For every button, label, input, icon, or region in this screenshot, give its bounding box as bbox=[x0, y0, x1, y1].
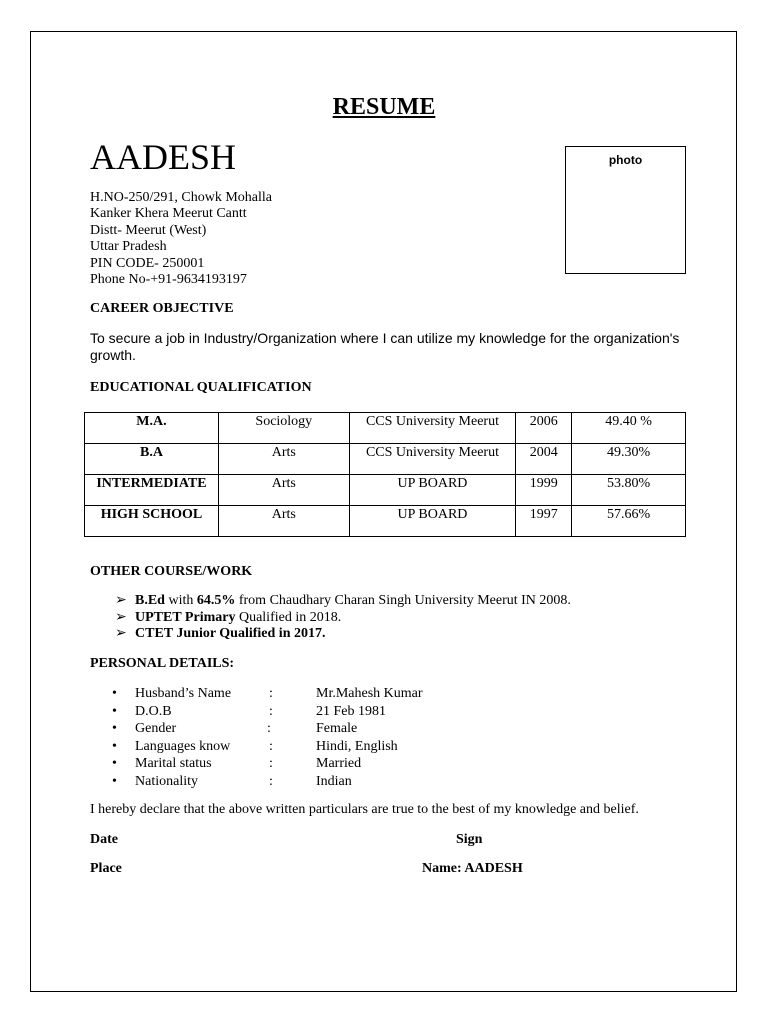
board-cell: CCS University Meerut bbox=[349, 413, 516, 444]
bullet-icon: • bbox=[112, 738, 117, 754]
table-row bbox=[85, 475, 686, 506]
list-item bbox=[115, 593, 571, 610]
list-item bbox=[115, 626, 571, 643]
percent-cell: 49.40 % bbox=[572, 413, 686, 444]
education-table bbox=[84, 412, 686, 537]
percent-cell: 49.30% bbox=[572, 444, 686, 475]
detail-value: Married bbox=[316, 756, 362, 772]
subject-cell: Arts bbox=[218, 444, 349, 475]
address-line: Kanker Khera Meerut Cantt bbox=[90, 206, 247, 222]
detail-label: Gender bbox=[135, 721, 177, 737]
detail-colon: : bbox=[269, 738, 273, 754]
course-name: B.Ed bbox=[135, 593, 165, 608]
address-block bbox=[90, 190, 272, 288]
place-label: Place bbox=[90, 861, 122, 876]
detail-label: D.O.B bbox=[135, 703, 172, 719]
declaration-text: I hereby declare that the above written particulars are true to the best of my knowledge and belief. bbox=[90, 802, 639, 817]
address-line: H.NO-250/291, Chowk Mohalla bbox=[90, 190, 272, 205]
detail-colon: : bbox=[269, 773, 273, 789]
address-line: Uttar Pradesh bbox=[90, 239, 167, 255]
percent-cell: 57.66% bbox=[572, 506, 686, 537]
subject-cell: Sociology bbox=[218, 413, 349, 444]
degree-cell: B.A bbox=[85, 444, 219, 475]
course-name: CTET Junior Qualified in 2017. bbox=[135, 626, 326, 641]
board-cell: UP BOARD bbox=[349, 506, 516, 537]
percent-cell: 53.80% bbox=[572, 475, 686, 506]
table-row bbox=[85, 413, 686, 444]
bullet-icon: • bbox=[112, 756, 117, 772]
address-line: PIN CODE- 250001 bbox=[90, 255, 205, 271]
photo-label: photo bbox=[608, 153, 643, 167]
course-text: with bbox=[164, 593, 197, 608]
arrow-bullet-icon: ➢ bbox=[115, 593, 127, 608]
detail-colon: : bbox=[269, 703, 273, 719]
photo-box bbox=[565, 146, 686, 274]
education-heading: EDUCATIONAL QUALIFICATION bbox=[90, 380, 312, 395]
arrow-bullet-icon: ➢ bbox=[115, 626, 127, 641]
degree-cell: HIGH SCHOOL bbox=[85, 506, 219, 537]
detail-colon: : bbox=[267, 721, 271, 737]
bullet-icon: • bbox=[112, 721, 117, 737]
detail-value: Female bbox=[316, 721, 358, 737]
degree-cell: M.A. bbox=[85, 413, 219, 444]
subject-cell: Arts bbox=[218, 506, 349, 537]
other-course-heading: OTHER COURSE/WORK bbox=[90, 564, 253, 579]
bullet-icon: • bbox=[112, 703, 117, 719]
table-row bbox=[85, 506, 686, 537]
signature-name: Name: AADESH bbox=[422, 861, 523, 876]
degree-cell: INTERMEDIATE bbox=[85, 475, 219, 506]
subject-cell: Arts bbox=[218, 475, 349, 506]
detail-label: Marital status bbox=[135, 756, 212, 772]
detail-value: Mr.Mahesh Kumar bbox=[316, 686, 423, 701]
career-objective-heading: CAREER OBJECTIVE bbox=[90, 301, 234, 316]
detail-value: Indian bbox=[316, 773, 352, 789]
detail-value: 21 Feb 1981 bbox=[316, 703, 386, 719]
year-cell: 1997 bbox=[516, 506, 572, 537]
course-name: UPTET Primary bbox=[135, 609, 236, 625]
sign-label: Sign bbox=[456, 832, 483, 847]
list-item bbox=[115, 610, 571, 627]
course-text: Qualified in 2018. bbox=[235, 609, 342, 625]
year-cell: 2004 bbox=[516, 444, 572, 475]
board-cell: UP BOARD bbox=[349, 475, 516, 506]
arrow-bullet-icon: ➢ bbox=[115, 609, 127, 625]
bullet-icon: • bbox=[112, 686, 117, 701]
career-objective-text: To secure a job in Industry/Organization where I can utilize my knowledge for the organization's growth. bbox=[90, 330, 680, 363]
candidate-name: AADESH bbox=[90, 137, 237, 177]
other-course-list bbox=[115, 593, 571, 643]
table-row bbox=[85, 444, 686, 475]
resume-title: RESUME bbox=[332, 94, 436, 120]
detail-colon: : bbox=[269, 686, 273, 701]
course-text: from Chaudhary Charan Singh University Meerut IN 2008. bbox=[235, 593, 571, 608]
detail-label: Nationality bbox=[135, 773, 198, 789]
date-label: Date bbox=[90, 832, 118, 847]
course-score: 64.5% bbox=[196, 593, 236, 608]
phone-line: Phone No-+91-9634193197 bbox=[90, 272, 247, 288]
bullet-icon: • bbox=[112, 773, 117, 789]
personal-details-heading: PERSONAL DETAILS: bbox=[90, 656, 235, 671]
detail-value: Hindi, English bbox=[316, 738, 398, 754]
board-cell: CCS University Meerut bbox=[349, 444, 516, 475]
year-cell: 1999 bbox=[516, 475, 572, 506]
detail-label: Languages know bbox=[135, 738, 231, 754]
detail-label: Husband’s Name bbox=[135, 686, 232, 701]
year-cell: 2006 bbox=[516, 413, 572, 444]
address-line: Distt- Meerut (West) bbox=[90, 222, 207, 238]
detail-colon: : bbox=[269, 756, 273, 772]
